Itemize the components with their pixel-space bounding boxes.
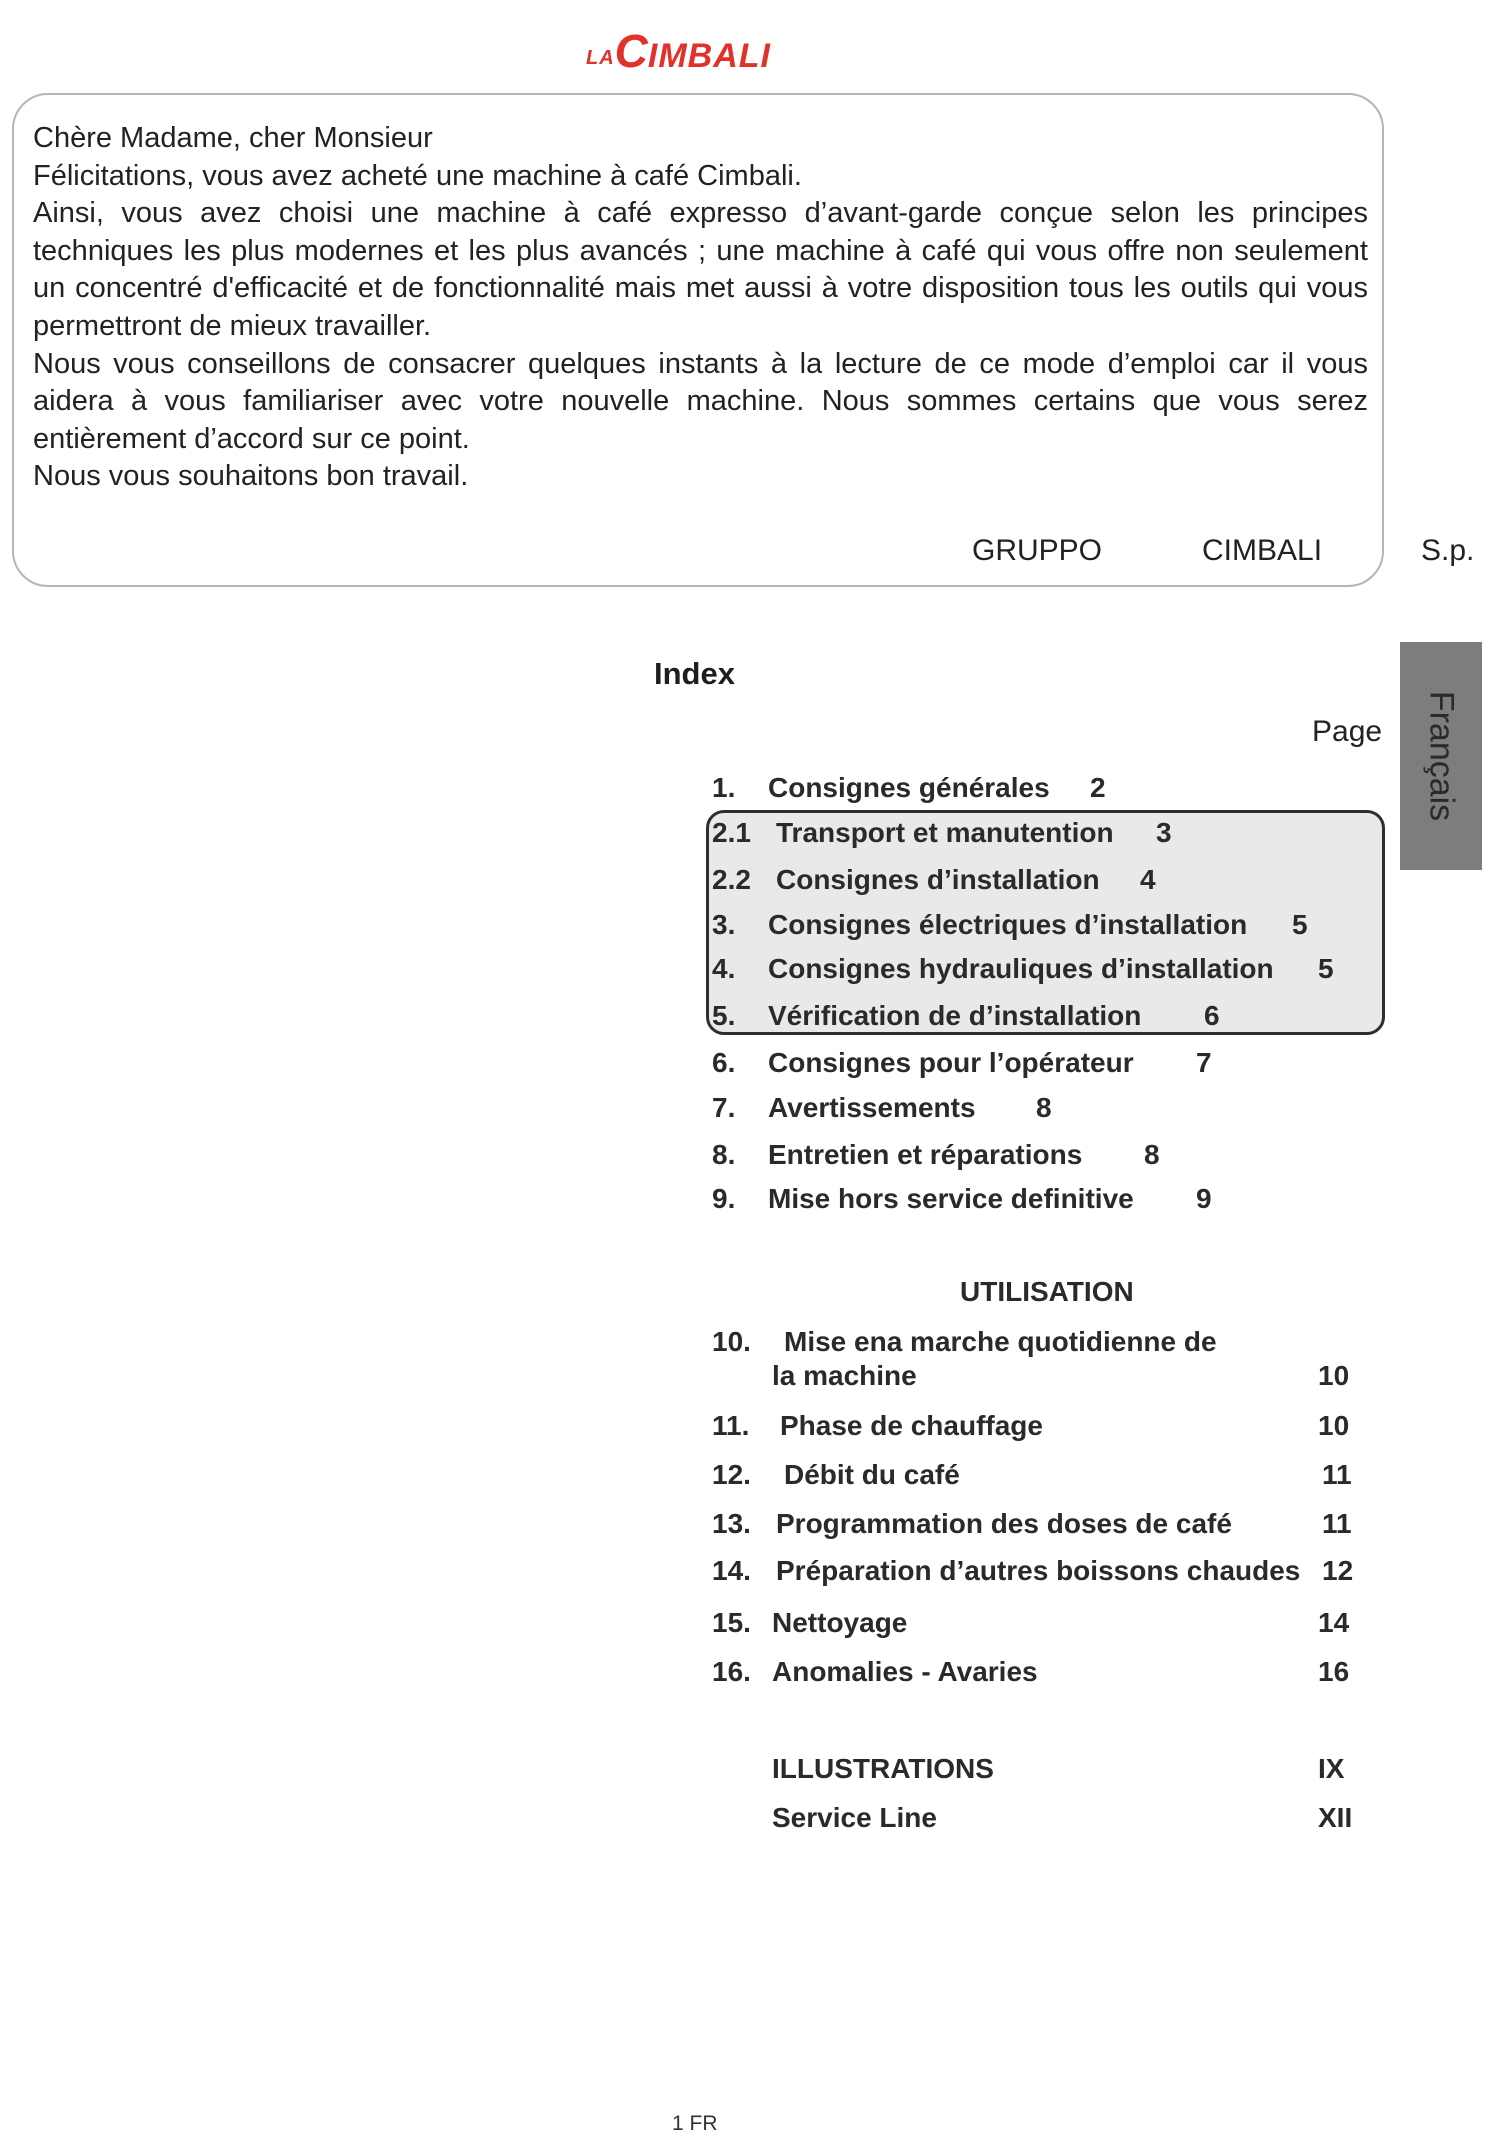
toc-entry-label: Vérification de d’installation: [768, 1000, 1142, 1031]
toc-entry-page: 5: [1318, 953, 1334, 984]
toc-entry-page: 12: [1322, 1555, 1354, 1586]
page-column-label: Page: [1312, 715, 1383, 748]
toc-entry-number: 1.: [712, 772, 736, 803]
toc-entry-number: 12.: [712, 1459, 751, 1490]
toc-entry-page: 10: [1318, 1410, 1350, 1441]
toc-entry-page: 9: [1196, 1183, 1212, 1214]
toc-entry-number: 16.: [712, 1656, 751, 1687]
toc-entry-page: 8: [1144, 1139, 1160, 1170]
toc-entry-number: 10.: [712, 1326, 751, 1357]
toc-entry-number: 14.: [712, 1555, 751, 1586]
toc-entry-page: 6: [1204, 1000, 1220, 1031]
toc-entry-number: 15.: [712, 1607, 751, 1638]
signature-cimbali: CIMBALI: [1202, 534, 1323, 567]
toc-entry-label: Mise ena marche quotidienne de: [784, 1326, 1217, 1357]
toc-entry-label: Consignes hydrauliques d’installation: [768, 953, 1274, 984]
lacimbali-logo: LACIMBALI: [586, 25, 771, 77]
toc-entry-number: 7.: [712, 1092, 736, 1123]
letter-paragraph-1: Ainsi, vous avez choisi une machine à café expresso d’avant-garde conçue selon les principes techniques les plus modernes et les plus avancés ; une machine à café qui vous offre non seulement un concentré d'efficacité et de fonctionnalité mais met aussi à votre disposition tous les outils qui vous permettront de mieux travailler.: [33, 197, 1368, 342]
toc-entry-number: 11.: [712, 1410, 750, 1441]
toc-entry-label: Nettoyage: [772, 1607, 908, 1638]
letter-greeting: Chère Madame, cher Monsieur: [33, 122, 433, 154]
toc-entry-number: 2.2: [712, 864, 751, 895]
toc-entry-label: ILLUSTRATIONS: [772, 1753, 994, 1784]
toc-entry-number: 6.: [712, 1047, 736, 1078]
letter-congrats: Félicitations, vous avez acheté une machine à café Cimbali.: [33, 159, 802, 192]
toc-entry-number: 9.: [712, 1183, 736, 1214]
language-tab-label: Français: [1422, 690, 1461, 822]
language-tab: [1400, 642, 1482, 870]
signature-gruppo: GRUPPO: [972, 534, 1103, 567]
toc-entry-number: 3.: [712, 909, 736, 940]
toc-entry-page: 7: [1196, 1047, 1212, 1078]
toc-entry-page: 8: [1036, 1092, 1052, 1123]
page-footer: 1 FR: [672, 2112, 718, 2135]
toc-entry-label: Avertissements: [768, 1092, 976, 1123]
toc-entry-label: Consignes d’installation: [776, 864, 1100, 895]
toc-entry-label: Consignes générales: [768, 772, 1050, 803]
toc-entry-label: Consignes électriques d’installation: [768, 909, 1248, 940]
signature-spa: S.p.: [1421, 534, 1475, 567]
toc-entry-label: Phase de chauffage: [780, 1410, 1043, 1441]
toc-entry-page: 2: [1090, 772, 1106, 803]
toc-entry-number: 13.: [712, 1508, 751, 1539]
toc-entry-page: 10: [1318, 1360, 1350, 1391]
welcome-letter: [33, 120, 1368, 496]
toc-entry-label: Débit du café: [784, 1459, 960, 1490]
letter-paragraph-2: Nous vous conseillons de consacrer quelques instants à la lecture de ce mode d’emploi car il vous aidera à vous familiariser avec votre nouvelle machine. Nous sommes certains que vous serez entièrement d’accord sur ce point.: [33, 347, 1368, 455]
toc-entry-label: Entretien et réparations: [768, 1139, 1083, 1170]
toc-entry-page: 11: [1322, 1508, 1352, 1539]
toc-entry-page: XII: [1318, 1802, 1353, 1833]
toc-entry-label-continued: la machine: [772, 1360, 917, 1391]
toc-entry-number: 8.: [712, 1139, 736, 1170]
toc-entry-label: Service Line: [772, 1802, 937, 1833]
index-title: Index: [654, 656, 735, 691]
toc-entry-number: 5.: [712, 1000, 736, 1031]
toc-entry-page: 3: [1156, 817, 1172, 848]
toc-entry-number: 2.1: [712, 817, 751, 848]
toc-entry-label: Programmation des doses de café: [776, 1508, 1232, 1539]
toc-entry-page: 16: [1318, 1656, 1350, 1687]
toc-entry-page: IX: [1318, 1753, 1345, 1784]
toc-entry-label: Préparation d’autres boissons chaudes: [776, 1555, 1301, 1586]
toc-entry-label: Transport et manutention: [776, 817, 1114, 848]
toc-entry-label: Mise hors service definitive: [768, 1183, 1134, 1214]
toc-entry-page: 11: [1322, 1459, 1352, 1490]
toc-entry-label: Anomalies - Avaries: [772, 1656, 1038, 1687]
utilisation-heading: UTILISATION: [960, 1276, 1134, 1307]
letter-closing: Nous vous souhaitons bon travail.: [33, 460, 469, 493]
toc-entry-number: 4.: [712, 953, 736, 984]
toc-entry-label: Consignes pour l’opérateur: [768, 1047, 1134, 1078]
toc-entry-page: 14: [1318, 1607, 1350, 1638]
toc-entry-page: 4: [1140, 864, 1156, 895]
toc-entry-page: 5: [1292, 909, 1308, 940]
